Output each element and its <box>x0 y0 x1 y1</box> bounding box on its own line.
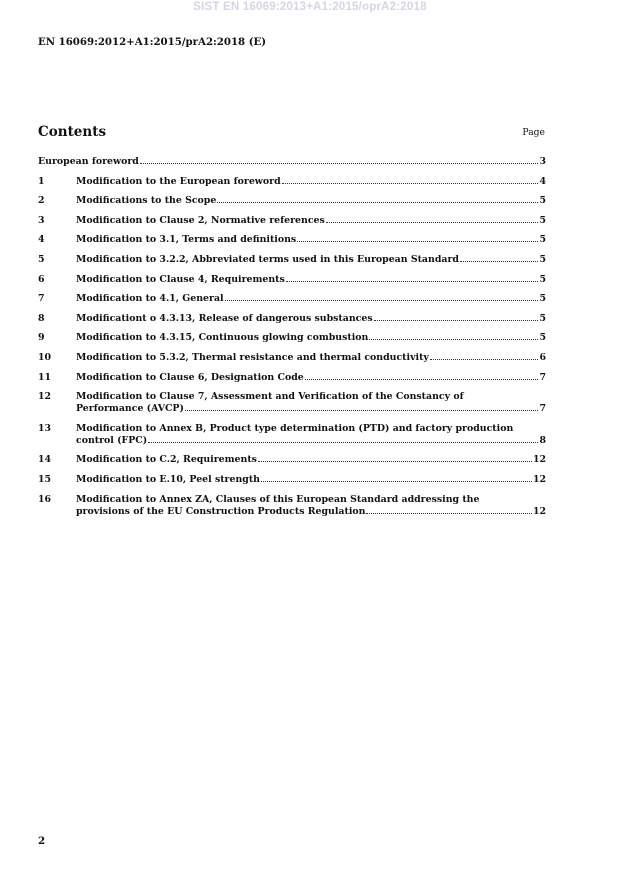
toc-entry-title: provisions of the EU Construction Products Regulation <box>76 505 366 517</box>
dot-leader <box>225 300 539 301</box>
toc-entry[interactable] <box>38 293 546 305</box>
toc-entry-title: Modification to Annex ZA, Clauses of this European Standard addressing the <box>76 493 480 505</box>
toc-entry-page: 4 <box>539 175 546 187</box>
toc-entry-title: Performance (AVCP) <box>76 403 184 415</box>
contents-heading: Contents <box>38 124 107 140</box>
toc-entry-title: Modification to Clause 2, Normative references <box>76 214 325 226</box>
dot-leader <box>297 241 538 242</box>
toc-entry-number: 7 <box>38 293 45 305</box>
toc-entry[interactable] <box>38 195 546 207</box>
toc-entry[interactable] <box>38 474 546 486</box>
toc-entry[interactable] <box>38 274 546 286</box>
toc-entry-title: Modification to 3.2.2, Abbreviated terms used in this European Standard <box>76 253 459 265</box>
toc-entry-page: 6 <box>539 351 546 363</box>
toc-entry-title: Modification to C.2, Requirements <box>76 454 257 466</box>
dot-leader <box>374 320 539 321</box>
toc-entry-number: 16 <box>38 493 52 505</box>
toc-entry-title: Modification to Annex B, Product type determination (PTD) and factory production <box>76 422 514 434</box>
toc-entry-page: 5 <box>539 214 546 226</box>
page-column-label: Page <box>522 127 545 138</box>
toc-entry-title: European foreword <box>38 156 139 167</box>
toc-entry-number: 11 <box>38 371 52 383</box>
toc-entry-page: 12 <box>532 473 546 485</box>
toc-entry-title: Modification to Clause 7, Assessment and Verification of the Constancy of <box>76 391 464 403</box>
toc-entry-page: 7 <box>539 371 546 383</box>
toc-entry[interactable] <box>38 494 546 518</box>
toc-entry-title: Modification to 5.3.2, Thermal resistance and thermal conductivity <box>76 351 429 363</box>
toc-entry-title: Modification to 4.3.15, Continuous glowing combustion <box>76 332 369 344</box>
toc-entry-number: 12 <box>38 391 52 403</box>
toc-entry-number: 2 <box>38 195 45 207</box>
toc-entry[interactable] <box>38 372 546 384</box>
dot-leader <box>261 481 532 482</box>
toc-entry[interactable] <box>38 215 546 227</box>
toc-entry-page: 5 <box>539 195 546 207</box>
dot-leader <box>282 183 539 184</box>
toc-entry[interactable] <box>38 391 546 415</box>
toc-entry-page: 12 <box>532 505 546 517</box>
toc-entry-page: 12 <box>532 454 546 466</box>
toc-entry-number: 4 <box>38 234 45 246</box>
watermark: SIST EN 16069:2013+A1:2015/oprA2:2018 <box>193 1 427 13</box>
toc-entry-page: 8 <box>539 434 546 446</box>
toc-entry-number: 5 <box>38 253 45 265</box>
toc-entry[interactable] <box>38 352 546 364</box>
toc-entry[interactable] <box>38 332 546 344</box>
toc-entry[interactable] <box>38 254 546 266</box>
toc-entry-title: Modificationt o 4.3.13, Release of dangerous substances <box>76 312 373 324</box>
toc-entry-page: 5 <box>539 253 546 265</box>
toc-entry-number: 10 <box>38 351 52 363</box>
toc-entry-number: 9 <box>38 332 45 344</box>
toc-entry-page: 5 <box>539 273 546 285</box>
toc-entry-number: 13 <box>38 422 52 434</box>
dot-leader <box>369 339 538 340</box>
toc-entry-number: 14 <box>38 454 52 466</box>
toc-entry[interactable] <box>38 454 546 466</box>
toc-entry-page: 5 <box>539 312 546 324</box>
toc-entry-page: 7 <box>539 403 546 415</box>
dot-leader <box>185 410 539 411</box>
toc-entry-page: 5 <box>539 234 546 246</box>
toc-entry-title: Modification to Clause 6, Designation Code <box>76 371 304 383</box>
dot-leader <box>148 442 538 443</box>
toc-entry-number: 6 <box>38 273 45 285</box>
toc-entry[interactable] <box>38 234 546 246</box>
toc-entry-title: Modification to Clause 4, Requirements <box>76 273 285 285</box>
toc-entry-page: 5 <box>539 293 546 305</box>
toc-entry-title: Modifications to the Scope <box>76 195 217 207</box>
dot-leader <box>460 261 539 262</box>
dot-leader <box>258 461 532 462</box>
toc-entry-number: 15 <box>38 473 52 485</box>
toc-entry-foreword[interactable] <box>38 156 546 168</box>
page-number: 2 <box>38 835 46 847</box>
toc-entry[interactable] <box>38 423 546 447</box>
toc-entry-title: Modification to the European foreword <box>76 175 281 187</box>
dot-leader <box>305 379 539 380</box>
document-identifier: EN 16069:2012+A1:2015/prA2:2018 (E) <box>38 36 267 48</box>
dot-leader <box>366 513 531 514</box>
dot-leader <box>140 163 539 164</box>
table-of-contents <box>38 156 546 525</box>
toc-entry-title: Modification to 4.1, General <box>76 293 224 305</box>
toc-entry-number: 8 <box>38 312 45 324</box>
dot-leader <box>430 359 539 360</box>
toc-entry-page: 5 <box>539 332 546 344</box>
toc-entry[interactable] <box>38 176 546 188</box>
toc-entry-number: 3 <box>38 214 45 226</box>
toc-entry[interactable] <box>38 313 546 325</box>
toc-entry-page: 3 <box>539 156 546 167</box>
dot-leader <box>326 222 539 223</box>
toc-entry-title: Modification to 3.1, Terms and definitions <box>76 234 297 246</box>
toc-entry-title: control (FPC) <box>76 434 148 446</box>
toc-entry-number: 1 <box>38 175 45 187</box>
dot-leader <box>217 202 538 203</box>
toc-entry-title: Modification to E.10, Peel strength <box>76 473 260 485</box>
dot-leader <box>286 281 539 282</box>
